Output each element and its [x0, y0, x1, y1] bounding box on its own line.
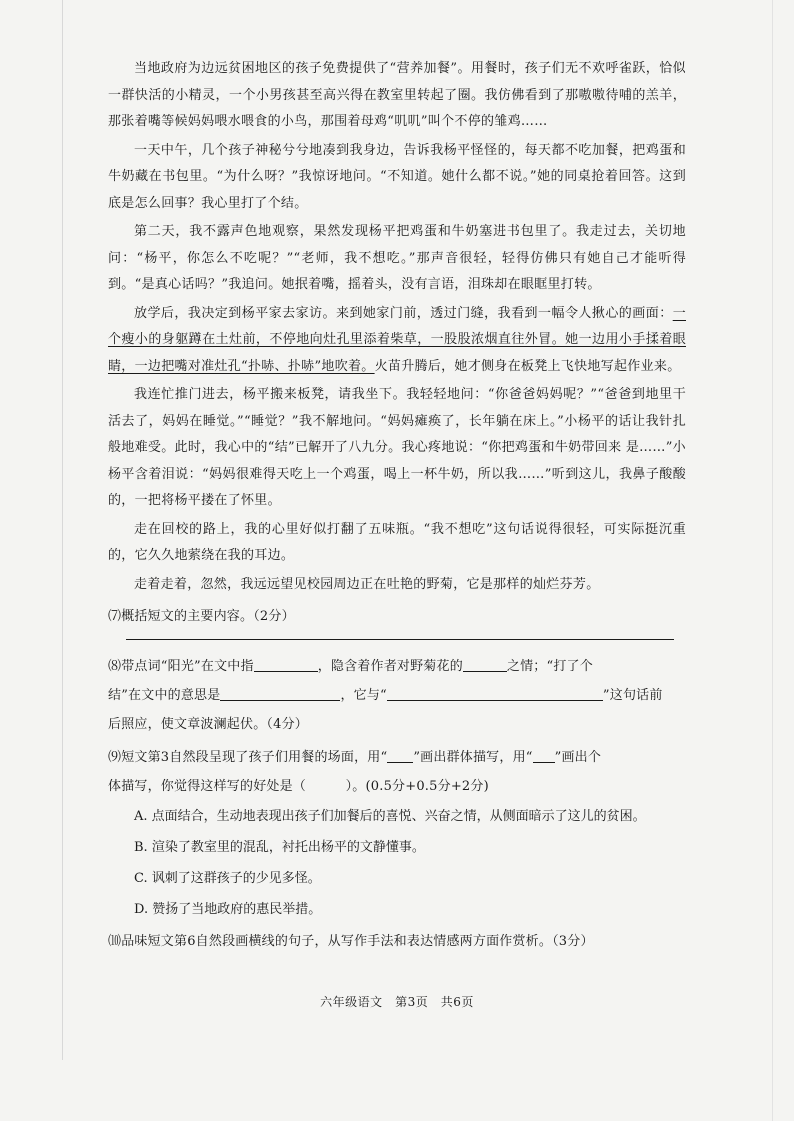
blank-knot-meaning[interactable]: [220, 686, 340, 701]
paragraph-4-intro: 放学后，我决定到杨平家去家访。来到她家门前，透过门缝，我看到一幅令人揪心的画面：: [134, 305, 673, 321]
question-8-line-2: [108, 681, 686, 710]
story-paragraph-3: 第二天，我不露声色地观察，果然发现杨平把鸡蛋和牛奶塞进书包里了。我走过去，关切地问：“杨平，你怎么不吃呢？”“老师，我不想吃。”那声音很轻，轻得仿佛只有她自己才能听得到。“是真心话吗？”我追问。她抿着嘴，摇着头，没有言语，泪珠却在眼眶里打转。: [108, 224, 686, 292]
blank-mark-individual[interactable]: [533, 748, 555, 763]
q8-text-e: ，它与“: [340, 688, 387, 703]
paragraph-4-end: 火苗升腾后，她才侧身在板凳上飞快地写起作业来。: [374, 358, 681, 374]
question-10: ⑽品味短文第6自然段画横线的句子，从写作手法和表达情感两方面作赏析。（3分）: [108, 934, 594, 949]
page-edge-left: [62, 0, 63, 1060]
story-paragraph-5: 我连忙推门进去，杨平搬来板凳，请我坐下。我轻轻地问：“你爸爸妈妈呢？”“爸爸到地里干活去了，妈妈在睡觉。”“睡觉？”我不解地问。“妈妈瘫痪了，长年躺在床上。”小杨平的话让我针扎般地难受。此时，我心中的“结”已解开了八九分。我心疼地说：“你把鸡蛋和牛奶带回来 是……”小杨平含着泪说：“妈妈很难得天吃上一个鸡蛋，喝上一杯牛奶，所以我……”听到这儿，我鼻子酸酸的，一把将杨平搂在了怀里。: [108, 387, 686, 508]
story-paragraph-4: [108, 301, 686, 381]
option-c[interactable]: C. 讽刺了这群孩子的少见多怪。: [134, 871, 321, 886]
q9-text-c: ”画出个: [554, 750, 602, 765]
story-paragraph-2: 一天中午，几个孩子神秘兮兮地凑到我身边，告诉我杨平怪怪的，每天都不吃加餐，把鸡蛋和牛奶藏在书包里。“为什么呀？”我惊讶地问。“不知道。她什么都不说。”她的同桌抢着回答。这到底是怎么回事？我心里打了个结。: [108, 142, 686, 211]
underlined-sentence: 一个瘦小的身躯蹲在土灶前，不停地向灶孔里添着柴草，一股股浓烟直往外冒。她一边用小手揉着眼睛，一边把嘴对准灶孔“扑哧、扑哧”地吹着。: [108, 305, 686, 374]
question-9-line-1: [108, 743, 686, 772]
page-footer: 六年级语文 第3页 共6页: [320, 995, 474, 1009]
page-edge-right: [772, 0, 773, 1121]
blank-echo-sentence[interactable]: [387, 686, 603, 701]
exam-content: [108, 56, 686, 956]
q8-text-c: 之情；“打了个: [506, 659, 593, 674]
question-8-line-1: [108, 652, 686, 681]
blank-mark-group[interactable]: [387, 748, 413, 763]
blank-feeling[interactable]: [463, 657, 507, 672]
question-9-line-2: 体描写，你觉得这样写的好处是（ ）。(0.5分+0.5分+2分): [108, 779, 489, 794]
story-paragraph-7: 走着走着，忽然，我远远望见校园周边正在吐艳的野菊，它是那样的灿烂芬芳。: [134, 576, 600, 592]
q8-text-f: ”这句话前: [602, 688, 663, 703]
q9-text-b: ”画出群体描写，用“: [413, 750, 533, 765]
q8-text-d: 结”在文中的意思是: [108, 688, 221, 703]
option-a[interactable]: A. 点面结合，生动地表现出孩子们加餐后的喜悦、兴奋之情，从侧面暗示了这儿的贫困。: [134, 809, 646, 824]
q8-text-a: ⑻带点词“阳光”在文中指: [108, 659, 254, 674]
question-7: ⑺概括短文的主要内容。（2分）: [108, 609, 295, 624]
story-paragraph-6: 走在回校的路上，我的心里好似打翻了五味瓶。“我不想吃”这句话说得很轻，可实际挺沉重的，它久久地萦绕在我的耳边。: [108, 521, 686, 563]
option-b[interactable]: B. 渲染了教室里的混乱，衬托出杨平的文静懂事。: [134, 840, 425, 855]
answer-line-q7[interactable]: [126, 639, 674, 640]
story-paragraph-1: 当地政府为边远贫困地区的孩子免费提供了“营养加餐”。用餐时，孩子们无不欢呼雀跃，恰似一群快活的小精灵，一个小男孩甚至高兴得在教室里转起了圈。我仿佛看到了那嗷嗷待哺的羔羊，那张着嘴等候妈妈喂水喂食的小鸟，那围着母鸡“叽叽”叫个不停的雏鸡……: [108, 61, 686, 129]
option-d[interactable]: D. 赞扬了当地政府的惠民举措。: [134, 902, 322, 917]
q9-text-a: ⑼短文第3自然段呈现了孩子们用餐的场面，用“: [108, 750, 388, 765]
question-8-line-3: 后照应，使文章波澜起伏。（4分）: [108, 717, 308, 732]
blank-sunshine-meaning[interactable]: [254, 657, 318, 672]
q8-text-b: ，隐含着作者对野菊花的: [317, 659, 463, 674]
